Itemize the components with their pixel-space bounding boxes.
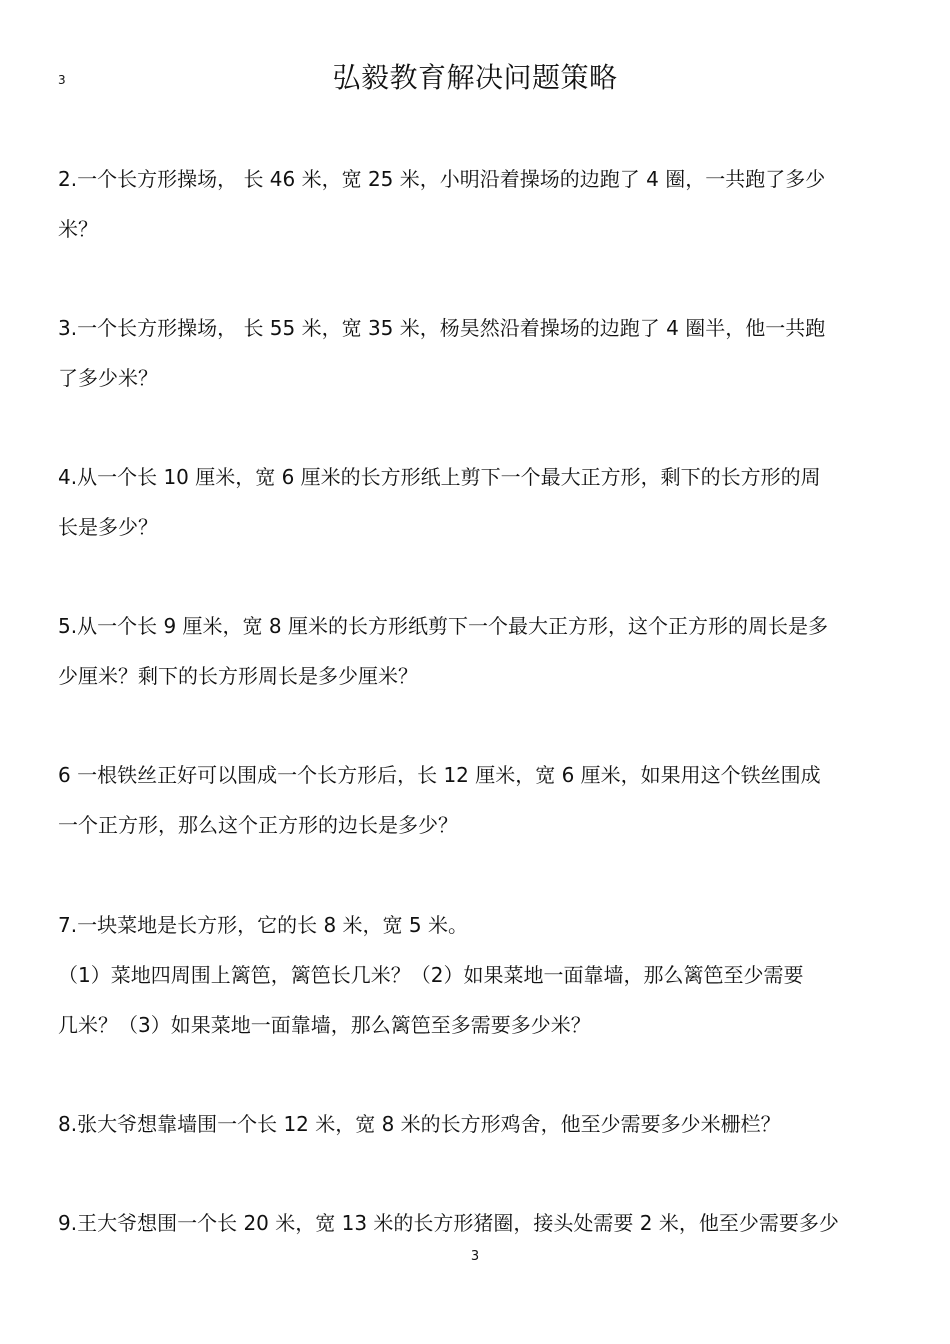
problem-3-line-1: 3.一个长方形操场， 长 55 米，宽 35 米，杨昊然沿着操场的边跑了 4 圈半，他一共跑 — [58, 316, 826, 340]
problem-3-line-2: 了多少米？ — [58, 366, 158, 390]
problem-2 — [58, 154, 894, 254]
problem-4-line-1: 4.从一个长 10 厘米，宽 6 厘米的长方形纸上剪下一个最大正方形，剩下的长方形的周 — [58, 465, 821, 489]
document-title: 弘毅教育解决问题策略 — [332, 61, 618, 94]
problem-2-line-1: 2.一个长方形操场， 长 46 米，宽 25 米，小明沿着操场的边跑了 4 圈，一共跑了多少 — [58, 167, 826, 191]
problem-4-line-2: 长是多少？ — [58, 515, 158, 539]
problem-5-line-1: 5.从一个长 9 厘米，宽 8 厘米的长方形纸剪下一个最大正方形，这个正方形的周长是多 — [58, 614, 828, 638]
problem-9-line-1: 9.王大爷想围一个长 20 米，宽 13 米的长方形猪圈，接头处需要 2 米，他至少需要多少 — [58, 1211, 839, 1235]
problem-7-line-1: 7.一块菜地是长方形，它的长 8 米，宽 5 米。 — [58, 913, 468, 937]
problem-6 — [58, 750, 894, 850]
problem-6-line-2: 一个正方形，那么这个正方形的边长是多少？ — [58, 813, 458, 837]
problem-4 — [58, 452, 894, 552]
problem-3 — [58, 303, 894, 403]
problem-2-line-2: 米？ — [58, 217, 98, 241]
problem-7-line-3: 几米？（3）如果菜地一面靠墙，那么篱笆至多需要多少米？ — [58, 1013, 591, 1037]
problem-5 — [58, 601, 894, 701]
problem-8-line-1: 8.张大爷想靠墙围一个长 12 米，宽 8 米的长方形鸡舍，他至少需要多少米栅栏？ — [58, 1112, 781, 1136]
problem-7 — [58, 900, 894, 1050]
problem-6-line-1: 6 一根铁丝正好可以围成一个长方形后，长 12 厘米，宽 6 厘米，如果用这个铁丝围成 — [58, 763, 821, 787]
problem-7-line-2: （1）菜地四周围上篱笆，篱笆长几米？（2）如果菜地一面靠墙，那么篱笆至少需要 — [58, 963, 804, 987]
problem-8 — [58, 1099, 894, 1149]
footer-page-number: 3 — [470, 1249, 480, 1264]
header-page-number: 3 — [58, 73, 66, 87]
problem-9 — [58, 1198, 894, 1248]
problem-5-line-2: 少厘米？剩下的长方形周长是多少厘米？ — [58, 664, 418, 688]
